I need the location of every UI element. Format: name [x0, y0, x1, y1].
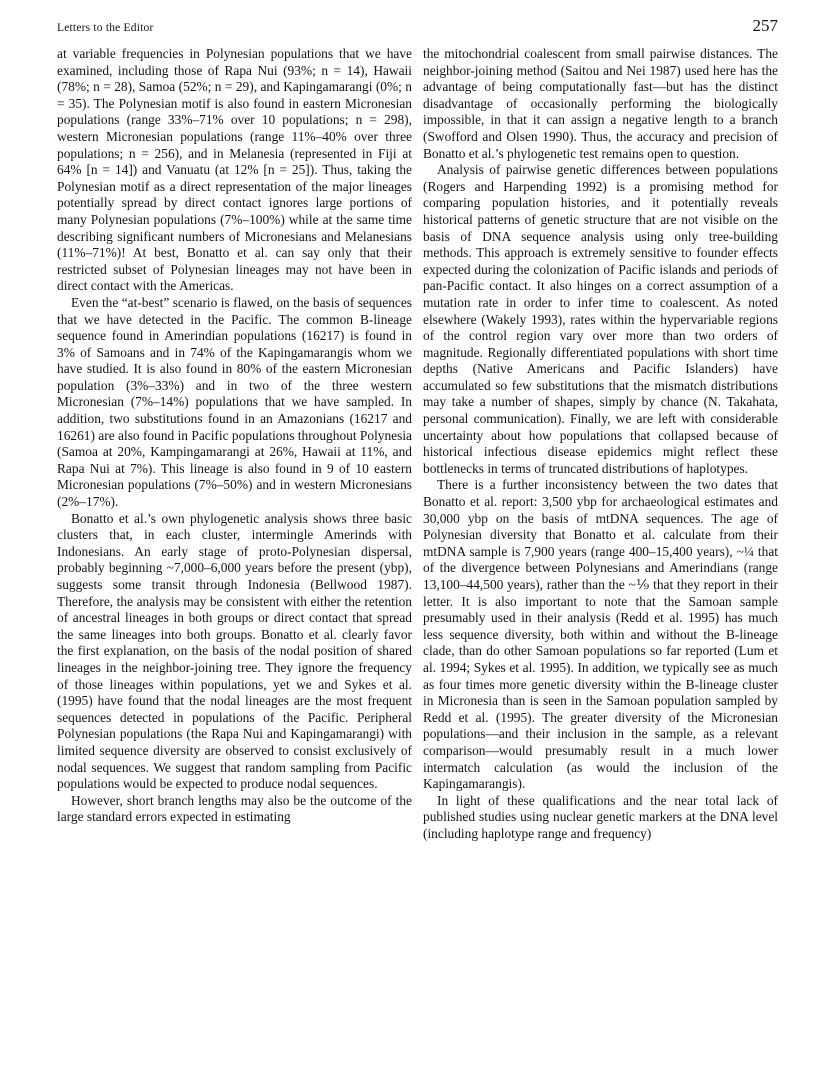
paragraph: Analysis of pairwise genetic differences between populations (Rogers and Harpending 1992) is a promising method for comparing population histories, and it potentially reveals historical patterns of genetic structure that are not visible on the basis of DNA sequence analysis using only tree-building methods. This approach is extremely sensitive to founder effects expected during the colonization of Pacific islands and periods of pan-Pacific contact. It also hinges on a correct assumption of a mutation rate in order to infer time to coalescent. As noted elsewhere (Wakely 1993), rates within the hypervariable regions of the control region vary over more than two orders of magnitude. Regionally differentiated populations with short time depths (Native Americans and Pacific Islanders) have accumulated so few substitutions that the mismatch distributions may take a number of shapes, simply by chance (N. Takahata, personal communication). Finally, we are left with considerable uncertainty about how populations that collapsed because of historical infectious disease epidemics might reflect these bottlenecks in terms of truncated distributions of haplotypes.: [423, 162, 778, 476]
page-header: [57, 16, 778, 36]
paragraph: There is a further inconsistency between the two dates that Bonatto et al. report: 3,500 ybp for archaeological estimates and 30,000 ybp on the basis of mtDNA sequences. The age of Polynesian diversity that Bonatto et al. calculate from their mtDNA sample is 7,900 years (range 400–15,400 years), ~¼ that of the divergence between Polynesians and Amerindians (range 13,100–44,500 years), rather than the ~⅑ that they report in their letter. It is also important to note that the Samoan sample presumably used in their analysis (Redd et al. 1995) has much less sequence diversity, both within and without the B-lineage clade, than do other Samoan populations so far reported (Lum et al. 1994; Sykes et al. 1995). In addition, we typically see as much as four times more genetic diversity within the B-lineage cluster in Micronesia than is seen in the Samoan population sampled by Redd et al. (1995). The greater diversity of the Micronesian populations—and their inclusion in the sample, as a relevant comparison—would presumably result in a much lower intermatch calculation (as would the inclusion of the Kapingamarangis).: [423, 477, 778, 792]
paragraph: However, short branch lengths may also be the outcome of the large standard errors expected in estimating: [57, 792, 412, 825]
paragraph: at variable frequencies in Polynesian populations that we have examined, including those of Rapa Nui (93%; n = 14), Hawaii (78%; n = 28), Samoa (52%; n = 29), and Kapingamarangi (0%; n = 35). The Polynesian motif is also found in eastern Micronesian populations (range 33%–71% over 10 populations; n = 298), western Micronesian populations (range 11%–40% over three populations; n = 256), and in Melanesia (represented in Fiji at 64% [n = 14]) and Vanuatu (at 12% [n = 25]). Thus, taking the Polynesian motif as a direct representation of the major lineages potentially spread by direct contact ignores large portions of many Polynesian populations (7%–100%) while at the same time describing significant numbers of Micronesians and Melanesians (11%–71%)! At best, Bonatto et al. can say only that their restricted subset of Polynesian lineages may not have been in direct contact with the Americas.: [57, 46, 412, 294]
column-left: [57, 46, 412, 843]
paragraph: the mitochondrial coalescent from small pairwise distances. The neighbor-joining method (Saitou and Nei 1987) used here has the advantage of being computationally fast—but has the distinct disadvantage of occasionally performing the biologically impossible, in that it can assign a negative length to a branch (Swofford and Olsen 1990). Thus, the accuracy and precision of Bonatto et al.’s phylogenetic test remains open to question.: [423, 46, 778, 161]
paragraph: In light of these qualifications and the near total lack of published studies using nuclear genetic markers at the DNA level (including haplotype range and frequency): [423, 792, 778, 841]
column-right: [423, 46, 778, 843]
text-columns: [57, 46, 778, 843]
page-number: 257: [752, 16, 778, 35]
paragraph: Bonatto et al.’s own phylogenetic analysis shows three basic clusters that, in each cluster, intermingle Amerinds with Indonesians. An early stage of proto-Polynesian dispersal, probably beginning ~7,000–6,000 years before the present (ybp), suggests some transit through Indonesia (Bellwood 1987). Therefore, the analysis may be consistent with either the retention of ancestral lineages in both groups or direct contact that spread the same lineages into both groups. Bonatto et al. clearly favor the first explanation, on the basis of the nodal position of shared lineages in the neighbor-joining tree. They ignore the frequency of those lineages within populations, yet we and Sykes et al. (1995) have found that the nodal lineages are the most frequent sequences detected in populations of the Pacific. Peripheral Polynesian populations (the Rapa Nui and Kapingamarangi) with limited sequence diversity are observed to consist exclusively of nodal sequences. We suggest that random sampling from Pacific populations would be expected to produce nodal sequences.: [57, 510, 412, 792]
paragraph: Even the “at-best” scenario is flawed, on the basis of sequences that we have detected in the Pacific. The common B-lineage sequence found in Amerindian populations (16217) is found in 3% of Samoans and in 74% of the Kapingamarangis whom we have studied. It is also found in 80% of the eastern Micronesian population (3%–33%) and in two of the three western Micronesian (7%–14%) populations that we have sampled. In addition, two substitutions found in an Amazonians (16217 and 16261) are also found in Pacific populations throughout Polynesia (Samoa at 20%, Kampingamarangi at 26%, Hawaii at 11%, and Rapa Nui at 7%). This lineage is also found in 9 of 10 eastern Micronesian populations (7%–50%) and in western Micronesians (2%–17%).: [57, 294, 412, 510]
running-head: Letters to the Editor: [57, 22, 154, 34]
